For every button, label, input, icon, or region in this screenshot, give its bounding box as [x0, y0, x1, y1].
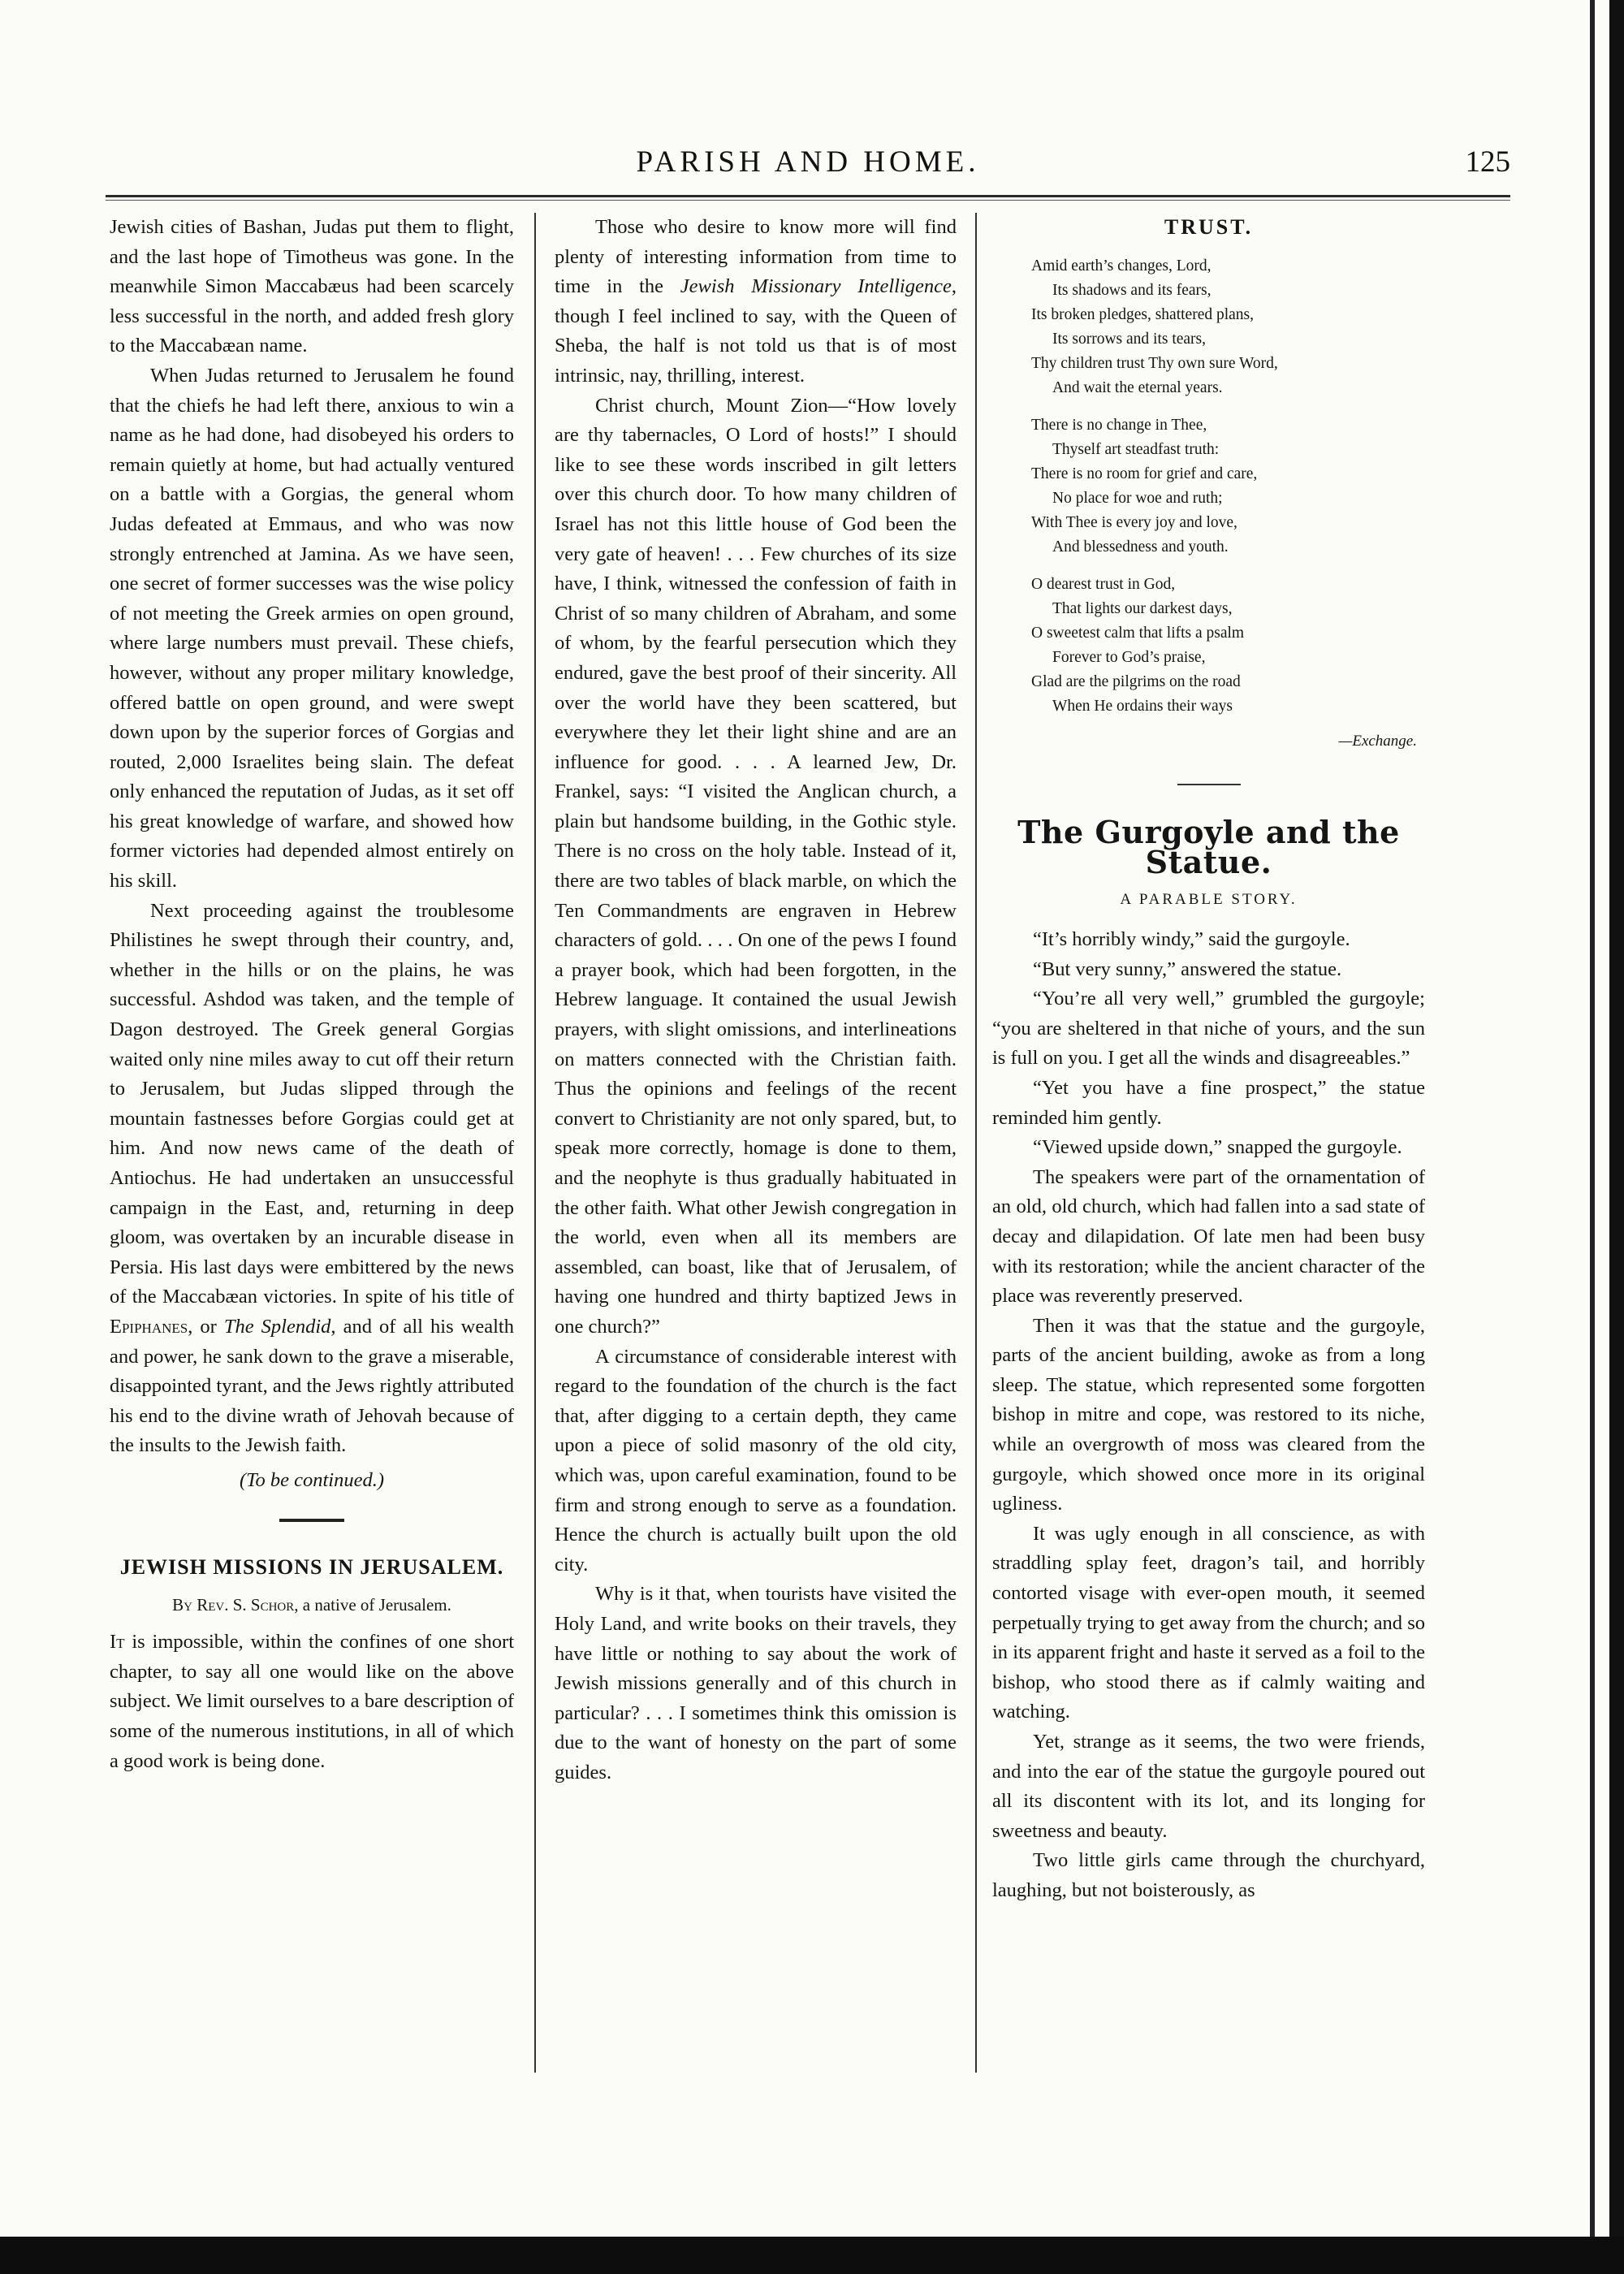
paragraph: “It’s horribly windy,” said the gurgoyle.: [1033, 927, 1350, 950]
poem-line: No place for woe and ruth;: [1052, 489, 1223, 507]
poem-title: TRUST.: [1164, 215, 1254, 239]
poem-stanza: [1031, 254, 1425, 400]
poem-line: O dearest trust in God,: [1031, 575, 1176, 593]
paragraph: [110, 897, 514, 1461]
intro-text: is impossible, within the confines of one short chapter, to say all one would like on the above subject. We limit ourselves to a bare description of some of the numerous institutions, in all of which a good work is being done.: [110, 1631, 514, 1772]
column-left: [110, 213, 514, 1776]
poem-line: O sweetest calm that lifts a psalm: [1031, 624, 1245, 642]
paragraph: A circumstance of considerable interest with regard to the foundation of the church is the fact that, after digging to a certain depth, they came upon a piece of solid masonry of the old city, which was, upon careful examination, found to be firm and strong enough to serve as a foundation. Hence the church is actually built upon the old city.: [555, 1345, 957, 1576]
story-subtitle: A PARABLE STORY.: [1120, 891, 1298, 909]
header-rule: [106, 195, 1510, 201]
paragraph: “You’re all very well,” grumbled the gurgoyle; “you are sheltered in that niche of yours, and the sun is full on you. I get all the winds and disagreeables.”: [992, 988, 1425, 1070]
article-title: JEWISH MISSIONS IN JERUSALEM.: [119, 1554, 504, 1579]
poem-line: With Thee is every joy and love,: [1031, 513, 1237, 531]
epiphanes-text: Epiphanes: [110, 1315, 188, 1338]
paragraph-text: Next proceeding against the troublesome Philistines he swept through their country, and, whether in the hills or on the plains, he was successful. Ashdod was taken, and the temple of Dagon destroyed. The Greek general Gorgias waited only nine miles away to cut off their return to Jerusalem, but Judas slipped through the mountain fastnesses before Gorgias could get at him. And now news came of the death of Antiochus. He had undertaken an unsuccessful campaign in the East, and, returning in deep gloom, was overtaken by an incurable disease in Persia. His last days were embittered by the news of the Maccabæan victories. In spite of his title of: [110, 899, 514, 1308]
column-divider-left: [534, 213, 536, 2073]
byline-suffix: , a native of Jerusalem.: [294, 1594, 451, 1615]
poem-line: Its sorrows and its tears,: [1052, 330, 1207, 348]
poem-line: And wait the eternal years.: [1052, 378, 1223, 396]
paragraph: “Yet you have a fine prospect,” the statue reminded him gently.: [992, 1076, 1425, 1129]
column-divider-right: [975, 213, 977, 2073]
scan-bottom-border: [0, 2237, 1624, 2274]
paragraph: The speakers were part of the ornamentation of an old, old church, which had fallen into a sad state of decay and dilapidation. Of late men had been busy with its restoration; while the ancient character of the place was reverently preserved.: [992, 1165, 1425, 1308]
paragraph: When Judas returned to Jerusalem he found that the chiefs he had left there, anxious to win a name as he had done, had disobeyed his orders to remain quietly at home, but had actually ventured on a battle with a Gorgias, the general whom Judas defeated at Emmaus, and who was now strongly entrenched at Jamina. As we have seen, one secret of former successes was the wise policy of not meeting the Greek armies on open ground, where large numbers must prevail. These chiefs, however, without any proper military knowledge, offered battle on open ground, and were swept down upon by the superior forces of Gorgias and routed, 2,000 Israelites being slain. The defeat only enhanced the reputation of Judas, as it set off his great knowledge of warfare, and showed how former victories had depended almost entirely on his skill.: [110, 364, 514, 893]
paragraph-text: , though I feel inclined to say, with the Queen of Sheba, the half is not told us that is of most intrinsic, nay, thrilling, interest.: [555, 275, 957, 387]
publication-title: Jewish Missionary Intelligence: [680, 275, 952, 298]
poem-line: Forever to God’s praise,: [1052, 648, 1206, 666]
byline: [110, 1590, 514, 1620]
running-title: PARISH AND HOME.: [636, 145, 980, 179]
column-middle: [555, 213, 957, 1788]
poem-line: There is no room for grief and care,: [1031, 465, 1258, 482]
poem-line: And blessedness and youth.: [1052, 538, 1229, 556]
continued-note: (To be continued.): [239, 1468, 385, 1491]
poem: [992, 254, 1425, 719]
poem-line: When He ordains their ways: [1052, 697, 1233, 715]
poem-line: There is no change in Thee,: [1031, 416, 1207, 434]
poem-line: Its shadows and its fears,: [1052, 281, 1212, 299]
paragraph: Then it was that the statue and the gurgoyle, parts of the ancient building, awoke as from a long sleep. The statue, which represented some forgotten bishop in mitre and cope, was restored to its niche, while an overgrowth of moss was cleared from the gurgoyle, which showed once more in its original ugliness.: [992, 1314, 1425, 1515]
story-title: The Gurgoyle and the Statue.: [1017, 814, 1400, 880]
paragraph-text: Those who desire to know more will find plenty of interesting information from time to time in the: [555, 216, 957, 298]
paragraph: Why is it that, when tourists have visited the Holy Land, and write books on their travels, they have little or nothing to say about the work of Jewish missions generally and of this church in particular? . . . I sometimes think this omission is due to the want of honesty on the part of some guides.: [555, 1583, 957, 1783]
byline-author: By Rev. S. Schor: [172, 1594, 295, 1615]
page-header: [106, 145, 1510, 185]
or-text: , or: [188, 1315, 217, 1338]
paragraph: Christ church, Mount Zion—“How lovely are thy tabernacles, O Lord of hosts!” I should like to see these words inscribed in gilt letters over this church door. To how many children of Israel has not this little house of God been the very gate of heaven! . . . Few churches of its size have, I think, witnessed the confession of faith in Christ of so many children of Abraham, and some of whom, by the fearful persecution which they endured, gave the best proof of their sincerity. All over the world have they been scattered, but everywhere they let their light shine and are an influence for good. . . . A learned Jew, Dr. Frankel, says: “I visited the Anglican church, a plain but handsome building, in the Gothic style. There is no cross on the holy table. Instead of it, there are two tables of black marble, on which the Ten Commandments are engraven in Hebrew characters of gold. . . . On one of the pews I found a prayer book, which had been forgotten, in the Hebrew language. It contained the usual Jewish prayers, with slight omissions, and interlineations on matters connected with the Christian faith. Thus the opinions and feelings of the recent convert to Christianity are not only spared, but, to speak more correctly, homage is done to them, and the neophyte is thus gradually habituated in the other faith. What other Jewish congregation in the world, even when all its members are assembled, can boast, like that of Jerusalem, of having one hundred and thirty baptized Jews in one church?”: [555, 394, 957, 1338]
paragraph: Jewish cities of Bashan, Judas put them to flight, and the last hope of Timotheus was gone. In the meanwhile Simon Maccabæus had been scarcely less successful in the north, and added fresh glory to the Maccabæan name.: [110, 216, 514, 357]
poem-stanza: [1031, 573, 1425, 719]
poem-line: Its broken pledges, shattered plans,: [1031, 305, 1255, 323]
poem-attribution: —Exchange.: [1338, 732, 1417, 750]
intro-lead: It: [110, 1631, 125, 1654]
section-divider: [279, 1519, 344, 1522]
paragraph: “But very sunny,” answered the statue.: [1033, 958, 1342, 980]
page-edge-shadow: [1590, 0, 1595, 2274]
paragraph: “Viewed upside down,” snapped the gurgoyle.: [1033, 1136, 1402, 1159]
column-right: [992, 213, 1425, 1906]
poem-line: Thy children trust Thy own sure Word,: [1031, 354, 1278, 372]
poem-line: Glad are the pilgrims on the road: [1031, 672, 1241, 690]
poem-line: Amid earth’s changes, Lord,: [1031, 257, 1212, 275]
page-number: 125: [1465, 145, 1510, 179]
page-edge: [1609, 0, 1624, 2274]
poem-line: That lights our darkest days,: [1052, 599, 1233, 617]
paragraph: [110, 1628, 514, 1776]
the-splendid-text: The Splendid: [223, 1315, 331, 1338]
paragraph: Two little girls came through the churchyard, laughing, but not boisterously, as: [992, 1849, 1425, 1901]
poem-line: Thyself art steadfast truth:: [1052, 440, 1220, 458]
paragraph: It was ugly enough in all conscience, as with straddling splay feet, dragon’s tail, and horribly contorted visage with ever-open mouth, it seemed perpetually trying to get away from the church; and so in its apparent fright and haste it served as a foil to the bishop, who stood there as if calmly waiting and watching.: [992, 1522, 1425, 1723]
section-divider: [1177, 784, 1241, 785]
paragraph-closing: , and of all his wealth and power, he sank down to the grave a miserable, disappointed tyrant, and the Jews rightly attributed his end to the divine wrath of Jehovah because of the insults to the Jewish faith.: [110, 1315, 514, 1457]
paragraph: [555, 213, 957, 391]
poem-stanza: [1031, 413, 1425, 560]
paragraph: Yet, strange as it seems, the two were friends, and into the ear of the statue the gurgoyle poured out all its discontent with its lot, and its longing for sweetness and beauty.: [992, 1731, 1425, 1842]
